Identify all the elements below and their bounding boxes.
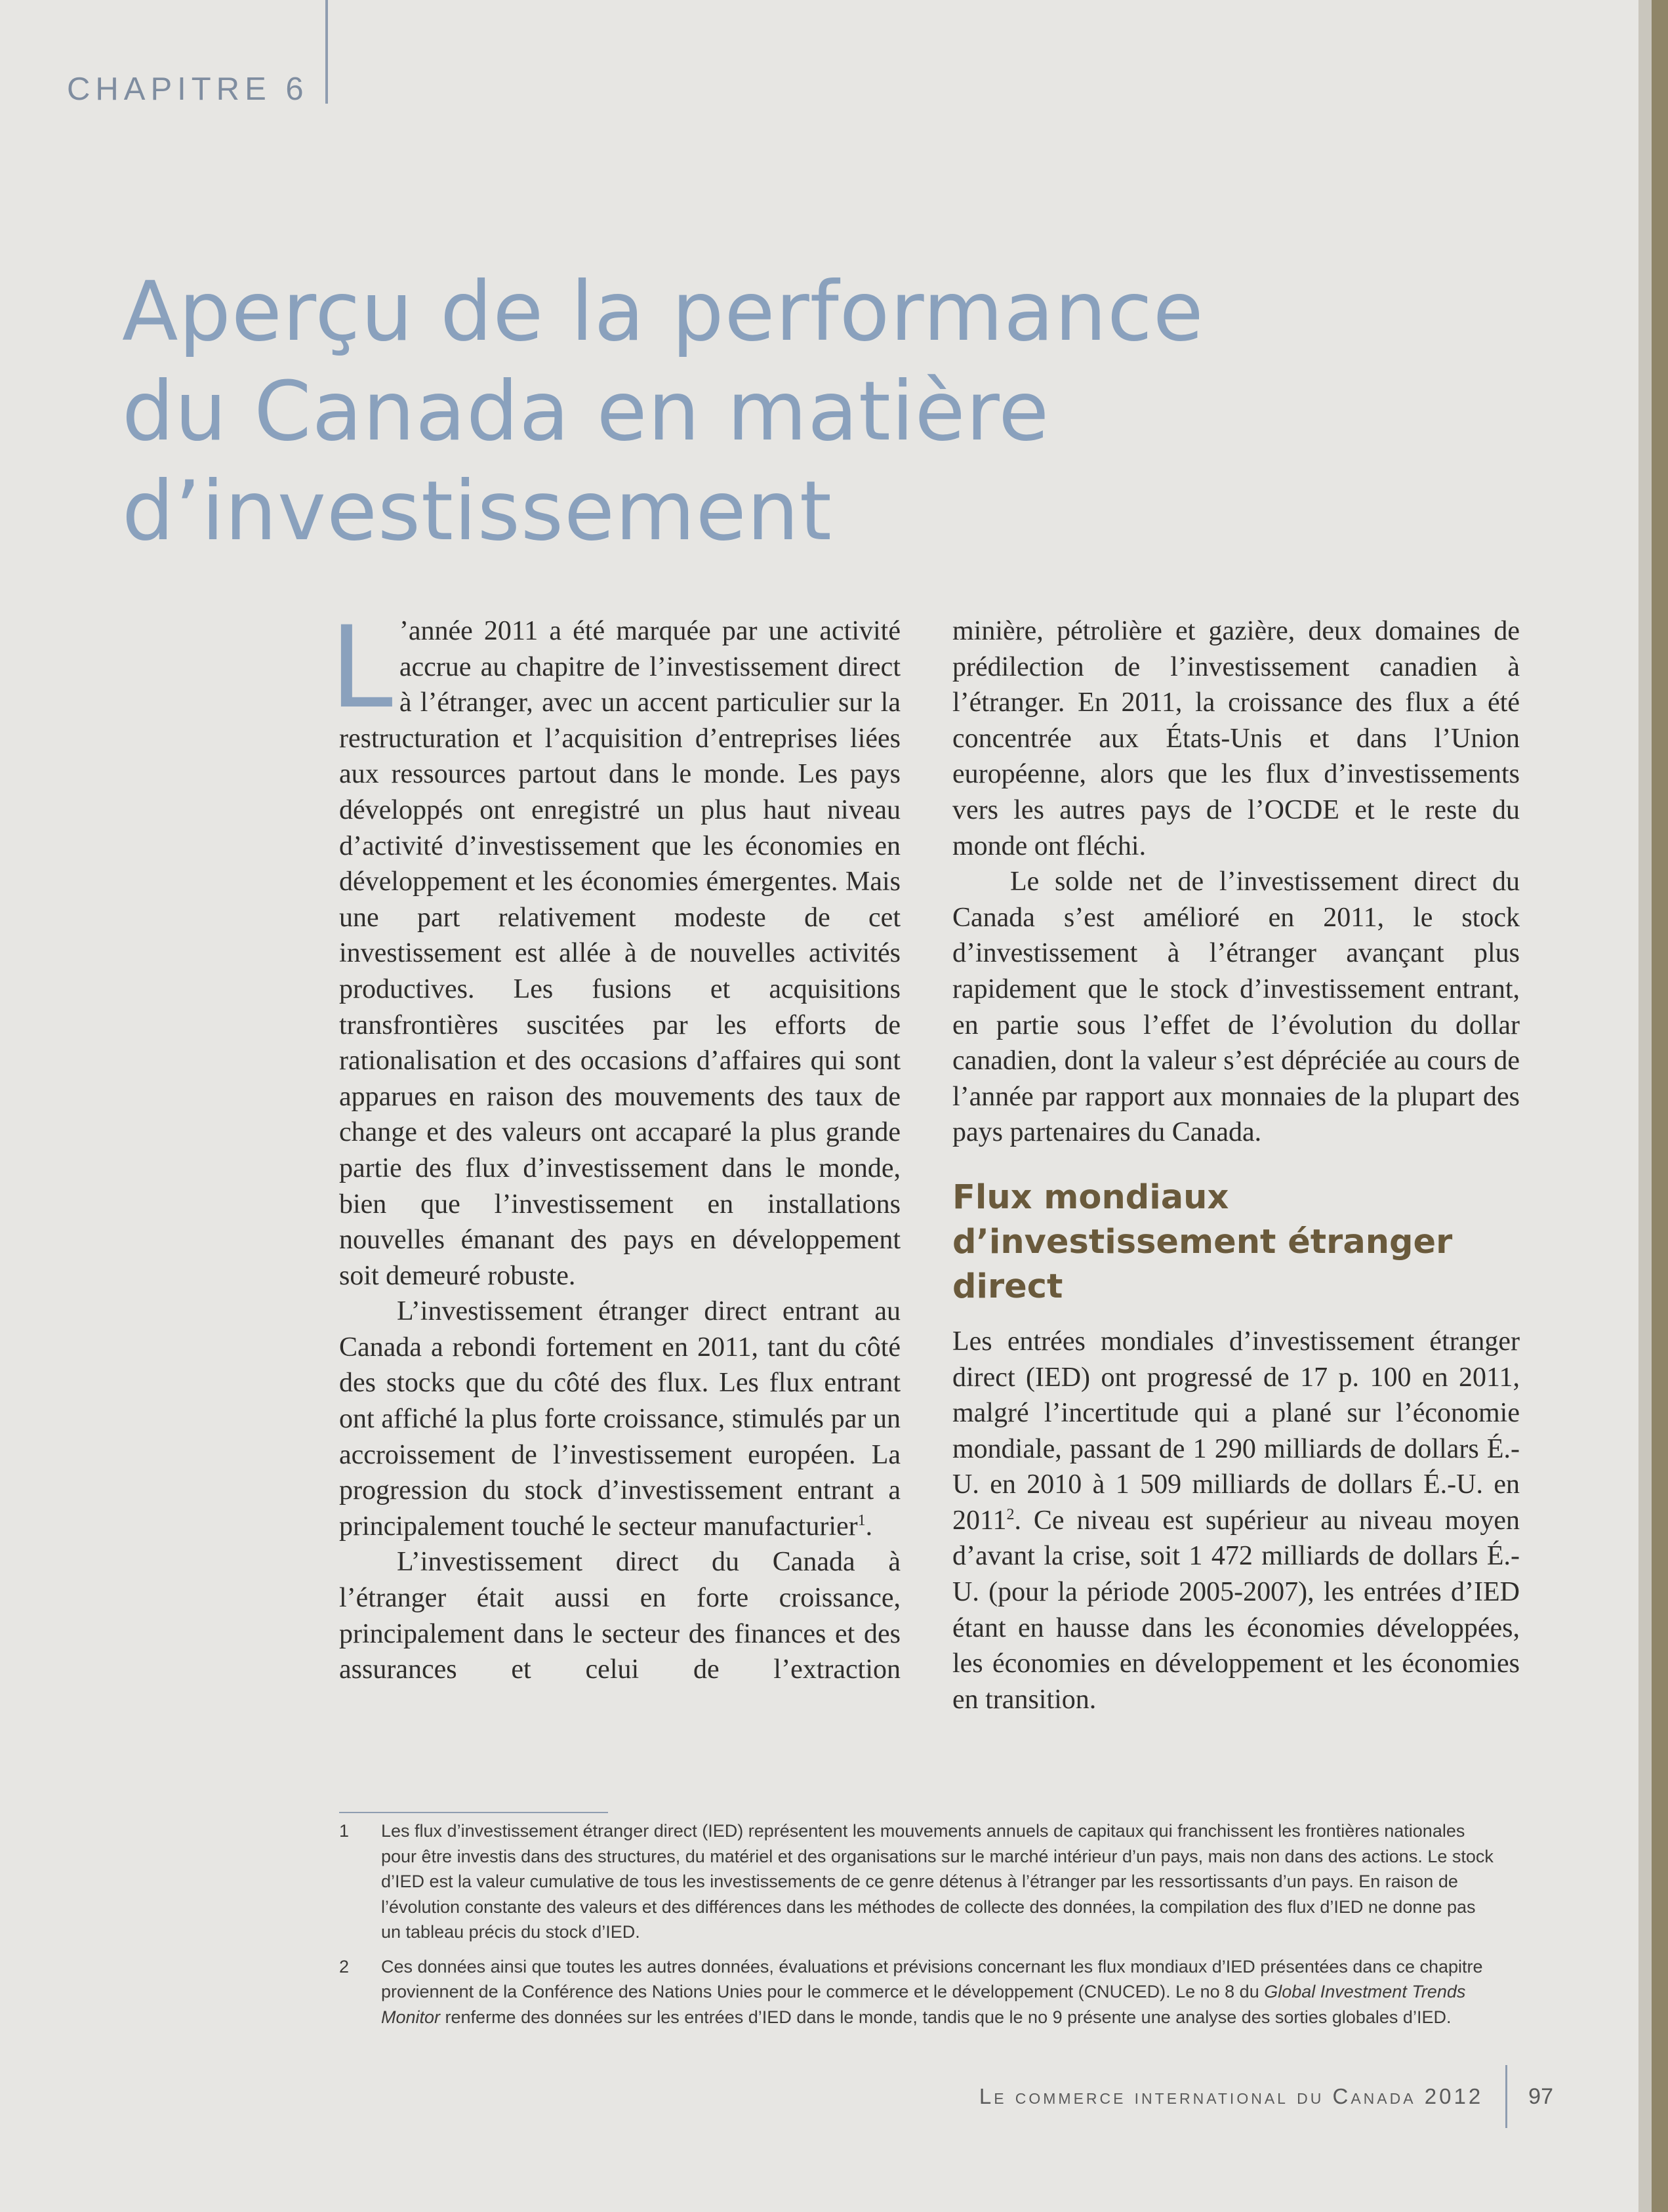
paragraph-3-continued: minière, pétrolière et gazière, deux domaines de prédilection de l’investissement canadien à l’étranger. En 2011, la croissance des flux a été concentrée aux États-Unis et dans l’Union européenne, alors que les flux d’investissements vers les autres pays de l’OCDE et le reste du monde ont fléchi.: [952, 616, 1520, 861]
drop-cap: L: [330, 602, 393, 733]
footnote-text: [381, 1954, 1500, 2030]
paragraph-2: [339, 1294, 901, 1544]
footnote-1: [339, 1818, 1500, 1945]
paragraph-5-end: . Ce niveau est supérieur au niveau moyen d’avant la crise, soit 1 472 milliards de dollars É.-U. (pour la période 2005-2007), les entrées d’IED étant en hausse dans les économies développées, les économies en développement et les économies en transition.: [952, 1505, 1520, 1715]
chapter-divider: [325, 0, 328, 104]
page-footer: [979, 2065, 1553, 2128]
footnote-ref-1: 1: [857, 1511, 866, 1529]
title-line-1: Aperçu de la performance: [122, 264, 1204, 359]
footnote-2: [339, 1954, 1500, 2030]
footnote-ref-2: 2: [1006, 1505, 1015, 1523]
section-heading: Flux mondiaux d’investissement étranger direct: [952, 1178, 1453, 1306]
footnote-text-part: Ces données ainsi que toutes les autres données, évaluations et prévisions concernant les flux mondiaux d’IED présentées dans ce chapitre proviennent de la Conférence des Nations Unies pour le commerce et le développement (CNUCED). Le no 8 du: [381, 1956, 1483, 2001]
chapter-label: CHAPITRE 6: [67, 72, 309, 107]
footnote-text: Les flux d’investissement étranger direct (IED) représentent les mouvements annuels de capitaux qui franchissent les frontières nationales pour être investis dans des structures, du matériel et des organisations sur le marché intérieur d’un pays, mais non dans des actions. Le stock d’IED est la valeur cumulative de tous les investissements de ce genre détenus à l’étranger par les ressortissants d’un pays. En raison de l’évolution constante des valeurs et des différences dans les méthodes de collecte des données, la compilation des flux d’IED ne donne pas un tableau précis du stock d’IED.: [381, 1821, 1494, 1942]
paragraph-1-text: ’année 2011 a été marquée par une activité accrue au chapitre de l’investissement direct à l’étranger, avec un accent particulier sur la restructuration et l’acquisition d’entreprises liées aux ressources partout dans le monde. Les pays développés ont enregistré un plus haut niveau d’activité d’investissement que les économies en développement et les économies émergentes. Mais une part relativement modeste de cet investissement est allée à de nouvelles activités productives. Les fusions et acquisitions transfrontières suscitées par les efforts de rationalisation et des occasions d’affaires qui sont apparues en raison des mouvements des taux de change et des valeurs ont accaparé la plus grande partie des flux d’investissement dans le monde, bien que l’investissement en installations nouvelles émanant des pays en développement soit demeuré robuste.: [339, 616, 901, 1291]
publication-title: Le commerce international du Canada 2012: [979, 2084, 1484, 2108]
title-line-3: d’investissement: [122, 464, 832, 559]
footnotes: [339, 1818, 1500, 2039]
footnote-text-part: renferme des données sur les entrées d’IED dans le monde, tandis que le no 9 présente une analyse des sorties globales d’IED.: [440, 2007, 1452, 2027]
paragraph-2-end: .: [865, 1511, 873, 1542]
page-edge: [1638, 0, 1652, 2212]
paragraph-5: [952, 1324, 1520, 1718]
paragraph-5-text: Les entrées mondiales d’investissement étranger direct (IED) ont progressé de 17 p. 100 en 2011, malgré l’incertitude qui a plané sur l’économie mondiale, passant de 1 290 milliards de dollars É.-U. en 2010 à 1 509 milliards de dollars É.-U. en 2011: [952, 1326, 1520, 1536]
footnote-number: 2: [339, 1956, 350, 1976]
title-line-2: du Canada en matière: [122, 364, 1050, 459]
footnote-emphasis: Global Investment Trends Monitor: [381, 1982, 1466, 2027]
footer-divider: [1505, 2065, 1507, 2128]
paragraph-3: L’investissement direct du Canada à l’étranger était aussi en forte croissance, principalement dans le secteur des finances et des assurances et celui de l’extraction: [339, 1547, 901, 1685]
footnote-divider: [339, 1812, 608, 1813]
page-number: 97: [1528, 2083, 1553, 2109]
body-column-left: [330, 602, 901, 1688]
paragraph-2-text: L’investissement étranger direct entrant au Canada a rebondi fortement en 2011, tant du côté des stocks que du côté des flux. Les flux entrant ont affiché la plus forte croissance, stimulés par un accroissement de l’investissement européen. La progression du stock d’investissement entrant a principalement touché le secteur manufacturier: [339, 1296, 901, 1542]
paragraph-1: [330, 602, 901, 1294]
body-column-right-flow: [952, 613, 1520, 1717]
paragraph-4: Le solde net de l’investissement direct du Canada s’est amélioré en 2011, le stock d’investissement à l’étranger avançant plus rapidement que le stock d’investissement entrant, en partie sous l’effet de l’évolution du dollar canadien, dont la valeur s’est dépréciée au cours de l’année par rapport aux monnaies de la plupart des pays partenaires du Canada.: [952, 867, 1520, 1148]
page-title: [122, 262, 1237, 562]
footnote-number: 1: [339, 1821, 350, 1841]
